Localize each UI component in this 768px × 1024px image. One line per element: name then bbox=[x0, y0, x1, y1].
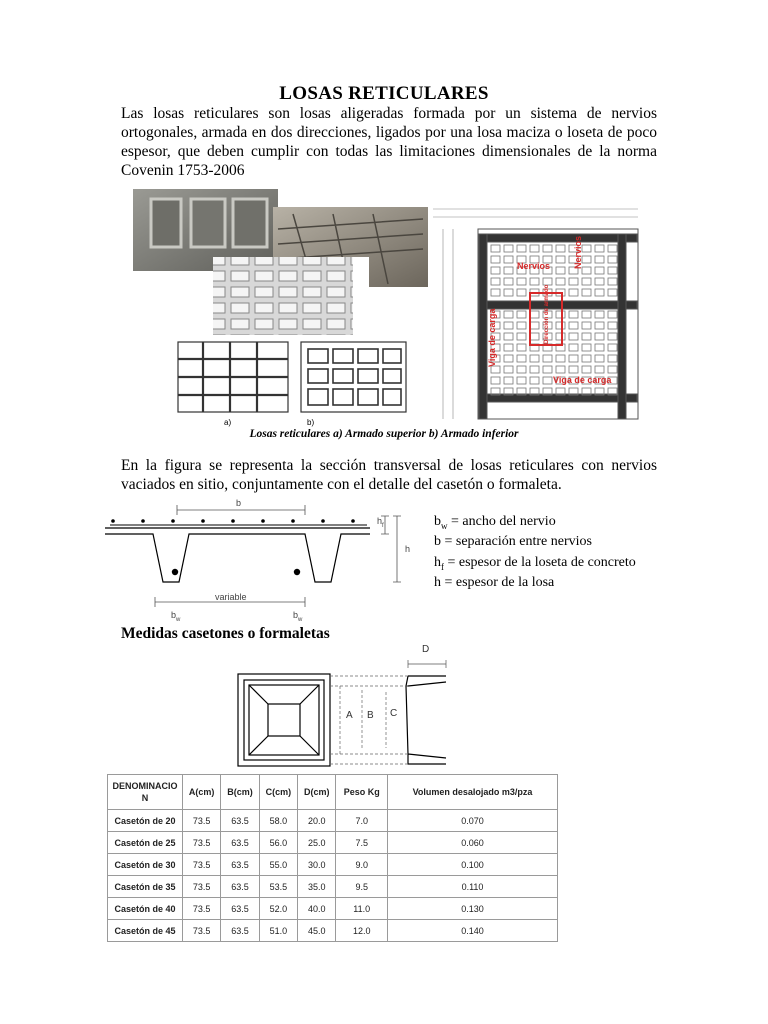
coffer-cell bbox=[595, 333, 604, 340]
coffer-cell bbox=[530, 245, 539, 252]
plan-label-viga-carga: Viga de carga bbox=[487, 308, 497, 367]
coffer-cell bbox=[582, 245, 591, 252]
coffer-cell bbox=[491, 278, 500, 285]
plan-coffer-grid bbox=[491, 245, 617, 395]
cell: 73.5 bbox=[183, 920, 221, 942]
cell: 56.0 bbox=[259, 832, 297, 854]
table-row bbox=[108, 810, 558, 832]
coffer-cell bbox=[582, 256, 591, 263]
rebar-dot bbox=[201, 519, 205, 523]
coffer-cell bbox=[582, 267, 591, 274]
coffer-cell bbox=[569, 344, 578, 351]
cell: Casetón de 40 bbox=[108, 898, 183, 920]
col-peso: Peso Kg bbox=[336, 775, 388, 810]
caseton-subheading: Medidas casetones o formaletas bbox=[121, 625, 330, 642]
coffer-cell bbox=[517, 377, 526, 384]
coffer-cell bbox=[517, 278, 526, 285]
coffer-cell bbox=[569, 355, 578, 362]
symbol-legend bbox=[434, 514, 636, 595]
coffer-cell bbox=[608, 333, 617, 340]
coffer-cell bbox=[504, 322, 513, 329]
cell: 73.5 bbox=[183, 876, 221, 898]
coffer-cell bbox=[517, 344, 526, 351]
cell: 73.5 bbox=[183, 898, 221, 920]
coffer-cell bbox=[556, 267, 565, 274]
coffer-cell bbox=[491, 289, 500, 296]
page-title: LOSAS RETICULARES bbox=[279, 83, 489, 104]
intro-paragraph: Las losas reticulares son losas aligeradas formada por un sistema de nervios ortogonales, armada en dos direcciones, ligados por una losa maciza o loseta de poco espesor, que deben cumplir con todas las limitaciones dimensionales de la norma Covenin 1753-2006 bbox=[121, 105, 657, 179]
armado-superior-drawing bbox=[178, 342, 288, 412]
coffer-cell bbox=[608, 256, 617, 263]
col-c: C(cm) bbox=[259, 775, 297, 810]
coffer-cell bbox=[517, 355, 526, 362]
legend-item: b = separación entre nervios bbox=[434, 534, 592, 550]
cell: 52.0 bbox=[259, 898, 297, 920]
cell: 9.5 bbox=[336, 876, 388, 898]
cell: 63.5 bbox=[221, 898, 259, 920]
coffer-cell bbox=[530, 311, 539, 318]
cell: Casetón de 35 bbox=[108, 876, 183, 898]
dim-b: b bbox=[236, 498, 242, 508]
dim-D: D bbox=[422, 644, 430, 655]
table-row bbox=[108, 854, 558, 876]
cell: 63.5 bbox=[221, 920, 259, 942]
coffer-cell bbox=[556, 278, 565, 285]
cell: 0.110 bbox=[388, 876, 558, 898]
legend-item: $b_w$ = ancho del nervio bbox=[434, 514, 556, 531]
cell: 0.100 bbox=[388, 854, 558, 876]
coffer-cell bbox=[556, 311, 565, 318]
plan-label-direccion: Dirección de armado bbox=[544, 284, 550, 344]
coffer-cell bbox=[530, 278, 539, 285]
dim-bw-left: $b_w$ bbox=[171, 610, 181, 623]
cell: 40.0 bbox=[298, 898, 336, 920]
rebar-dot bbox=[111, 519, 115, 523]
dim-B: B bbox=[367, 710, 374, 721]
coffer-cell bbox=[543, 278, 552, 285]
plan-label-nervios: Nervios bbox=[517, 261, 551, 271]
caseton-table bbox=[107, 774, 558, 942]
cell: 30.0 bbox=[298, 854, 336, 876]
reticular-slab-figure bbox=[133, 189, 643, 429]
cell: 12.0 bbox=[336, 920, 388, 942]
rebar-dot bbox=[321, 519, 325, 523]
col-d: D(cm) bbox=[298, 775, 336, 810]
coffer-cell bbox=[517, 333, 526, 340]
rebar-dot bbox=[171, 519, 175, 523]
coffer-cell bbox=[504, 256, 513, 263]
coffer-cell bbox=[595, 256, 604, 263]
rebar-dot bbox=[141, 519, 145, 523]
coffer-cell bbox=[504, 377, 513, 384]
coffer-cell bbox=[608, 322, 617, 329]
dim-C: C bbox=[390, 708, 398, 719]
coffer-cell bbox=[530, 377, 539, 384]
dim-A: A bbox=[346, 710, 353, 721]
cell: 73.5 bbox=[183, 854, 221, 876]
coffer-cell bbox=[556, 333, 565, 340]
cell: 7.0 bbox=[336, 810, 388, 832]
coffer-cell bbox=[491, 256, 500, 263]
coffer-cell bbox=[556, 256, 565, 263]
coffer-cell bbox=[504, 289, 513, 296]
cell: 63.5 bbox=[221, 810, 259, 832]
label-b: b) bbox=[307, 418, 315, 427]
coffer-cell bbox=[569, 278, 578, 285]
plan-label-nervios-vertical: Nervios bbox=[573, 235, 583, 269]
coffer-cell bbox=[543, 355, 552, 362]
cell: 63.5 bbox=[221, 876, 259, 898]
table-row bbox=[108, 920, 558, 942]
coffer-cell bbox=[556, 322, 565, 329]
cell: 0.130 bbox=[388, 898, 558, 920]
coffer-cell bbox=[595, 355, 604, 362]
coffer-cell bbox=[504, 344, 513, 351]
cell: 25.0 bbox=[298, 832, 336, 854]
caseton-plan-view bbox=[238, 674, 330, 766]
photo-formwork-grid bbox=[213, 257, 369, 335]
coffer-cell bbox=[582, 344, 591, 351]
coffer-cell bbox=[556, 245, 565, 252]
coffer-cell bbox=[491, 377, 500, 384]
coffer-cell bbox=[530, 333, 539, 340]
cell: 7.5 bbox=[336, 832, 388, 854]
coffer-cell bbox=[504, 333, 513, 340]
col-b: B(cm) bbox=[221, 775, 259, 810]
coffer-cell bbox=[491, 267, 500, 274]
cell: 51.0 bbox=[259, 920, 297, 942]
bottom-rebar-right bbox=[294, 569, 300, 575]
dim-bw-right: $b_w$ bbox=[293, 610, 303, 623]
cell: Casetón de 30 bbox=[108, 854, 183, 876]
coffer-cell bbox=[569, 311, 578, 318]
legend-item: h = espesor de la losa bbox=[434, 574, 555, 590]
coffer-cell bbox=[595, 366, 604, 373]
coffer-cell bbox=[608, 311, 617, 318]
cell: 55.0 bbox=[259, 854, 297, 876]
plan-drawing bbox=[478, 229, 638, 419]
dim-h: h bbox=[405, 544, 411, 554]
coffer-cell bbox=[543, 245, 552, 252]
coffer-cell bbox=[530, 355, 539, 362]
coffer-cell bbox=[608, 245, 617, 252]
caseton-section-view bbox=[406, 676, 446, 764]
coffer-cell bbox=[582, 355, 591, 362]
cell: 45.0 bbox=[298, 920, 336, 942]
caseton-diagram bbox=[236, 640, 456, 770]
coffer-cell bbox=[595, 344, 604, 351]
cell: 9.0 bbox=[336, 854, 388, 876]
coffer-cell bbox=[582, 333, 591, 340]
coffer-cell bbox=[543, 377, 552, 384]
coffer-cell bbox=[608, 366, 617, 373]
cross-section-diagram bbox=[105, 494, 415, 626]
cell: 11.0 bbox=[336, 898, 388, 920]
coffer-cell bbox=[517, 322, 526, 329]
rebar-dot bbox=[261, 519, 265, 523]
section-paragraph: En la figura se representa la sección transversal de losas reticulares con nervios vaciados en sitio, conjuntamente con el detalle del casetón o formaleta. bbox=[121, 457, 657, 493]
coffer-cell bbox=[504, 278, 513, 285]
coffer-cell bbox=[582, 322, 591, 329]
coffer-cell bbox=[530, 322, 539, 329]
armado-inferior-drawing bbox=[301, 342, 406, 412]
coffer-cell bbox=[569, 366, 578, 373]
coffer-cell bbox=[504, 366, 513, 373]
coffer-cell bbox=[491, 245, 500, 252]
cell: 0.070 bbox=[388, 810, 558, 832]
coffer-cell bbox=[582, 366, 591, 373]
legend-item: $h_f$ = espesor de la loseta de concreto bbox=[434, 554, 636, 572]
cell: 63.5 bbox=[221, 854, 259, 876]
cell: Casetón de 20 bbox=[108, 810, 183, 832]
coffer-cell bbox=[517, 289, 526, 296]
table-row bbox=[108, 832, 558, 854]
cell: 73.5 bbox=[183, 810, 221, 832]
col-a: A(cm) bbox=[183, 775, 221, 810]
dim-variable: variable bbox=[215, 592, 247, 602]
coffer-cell bbox=[530, 366, 539, 373]
rebar-dot bbox=[351, 519, 355, 523]
coffer-cell bbox=[595, 278, 604, 285]
coffer-cell bbox=[582, 289, 591, 296]
cell: 0.140 bbox=[388, 920, 558, 942]
coffer-cell bbox=[608, 355, 617, 362]
cell: Casetón de 25 bbox=[108, 832, 183, 854]
coffer-cell bbox=[595, 322, 604, 329]
bottom-rebar-left bbox=[172, 569, 178, 575]
cell: 35.0 bbox=[298, 876, 336, 898]
col-volumen: Volumen desalojado m3/pza bbox=[388, 775, 558, 810]
cell: Casetón de 45 bbox=[108, 920, 183, 942]
coffer-cell bbox=[504, 311, 513, 318]
coffer-cell bbox=[608, 344, 617, 351]
coffer-cell bbox=[608, 289, 617, 296]
coffer-cell bbox=[556, 366, 565, 373]
col-denominacion: DENOMINACIO N bbox=[108, 775, 183, 810]
coffer-cell bbox=[517, 366, 526, 373]
cell: 73.5 bbox=[183, 832, 221, 854]
table-row bbox=[108, 876, 558, 898]
rebar-dot bbox=[231, 519, 235, 523]
coffer-cell bbox=[543, 366, 552, 373]
rebar-dot bbox=[291, 519, 295, 523]
coffer-cell bbox=[582, 311, 591, 318]
coffer-cell bbox=[608, 278, 617, 285]
cell: 20.0 bbox=[298, 810, 336, 832]
cell: 63.5 bbox=[221, 832, 259, 854]
coffer-cell bbox=[517, 311, 526, 318]
coffer-cell bbox=[504, 245, 513, 252]
coffer-cell bbox=[595, 311, 604, 318]
cell: 53.5 bbox=[259, 876, 297, 898]
coffer-cell bbox=[504, 267, 513, 274]
coffer-cell bbox=[595, 267, 604, 274]
table-row bbox=[108, 898, 558, 920]
cell: 58.0 bbox=[259, 810, 297, 832]
figure-caption: Losas reticulares a) Armado superior b) Armado inferior bbox=[249, 428, 519, 440]
dim-hf: $h_f$ bbox=[377, 516, 384, 529]
coffer-cell bbox=[569, 289, 578, 296]
coffer-cell bbox=[569, 333, 578, 340]
label-a: a) bbox=[224, 418, 232, 427]
plan-label-viga-carga-bottom: Viga de carga bbox=[553, 375, 612, 385]
top-rebar-dots bbox=[111, 519, 355, 523]
coffer-cell bbox=[595, 245, 604, 252]
coffer-cell bbox=[504, 355, 513, 362]
coffer-cell bbox=[569, 322, 578, 329]
coffer-cell bbox=[517, 245, 526, 252]
cell: 0.060 bbox=[388, 832, 558, 854]
table-header-row bbox=[108, 775, 558, 810]
coffer-cell bbox=[608, 267, 617, 274]
coffer-cell bbox=[582, 278, 591, 285]
coffer-cell bbox=[595, 289, 604, 296]
coffer-cell bbox=[556, 355, 565, 362]
